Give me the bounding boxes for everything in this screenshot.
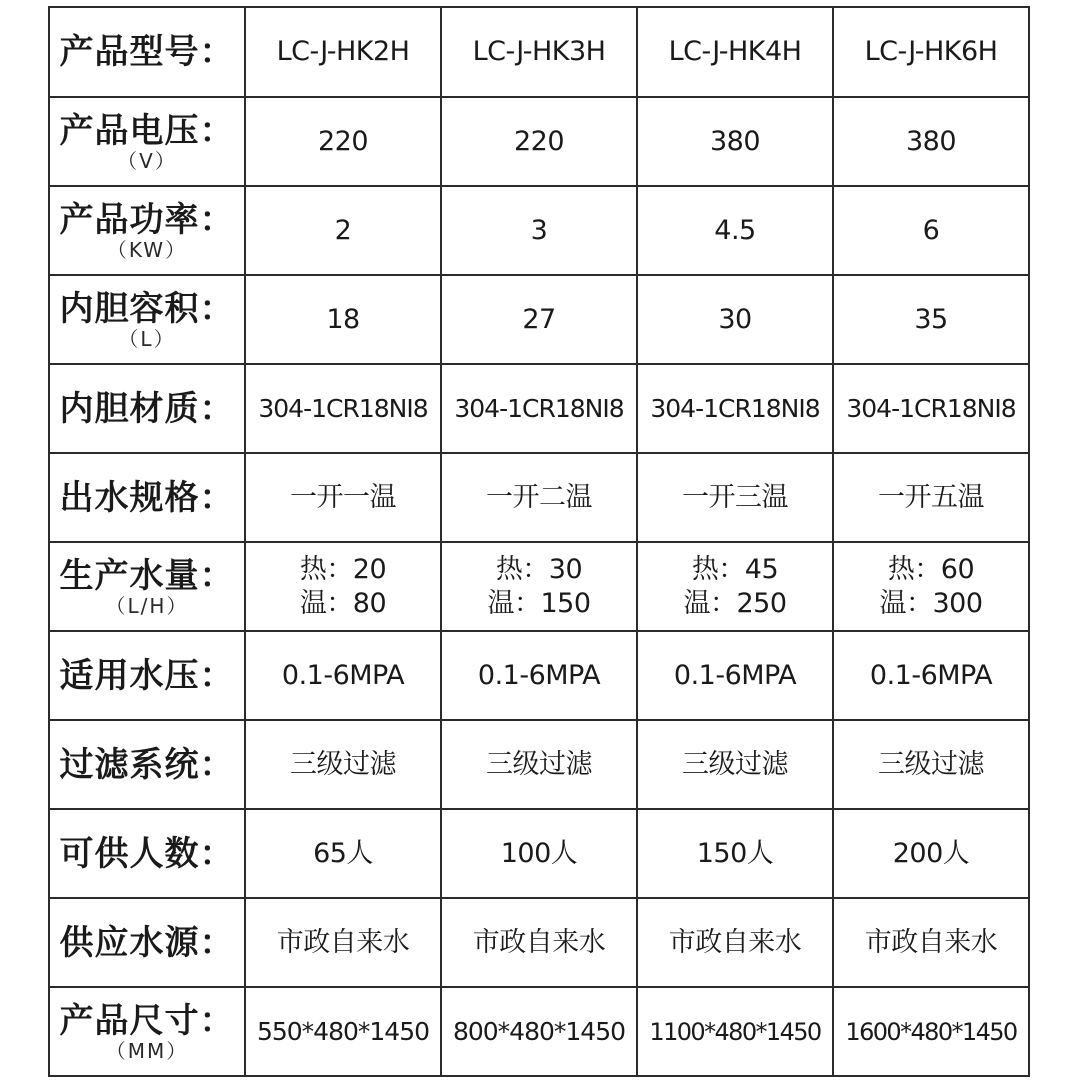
power-value: 6 (922, 214, 940, 246)
size-value: 1600*480*1450 (845, 1017, 1017, 1046)
value-cell (245, 809, 441, 898)
source-value: 市政自来水 (864, 926, 998, 958)
row-label-cell (49, 97, 245, 186)
row-unit: （L/H） (105, 593, 189, 618)
pressure-value: 0.1-6MPA (477, 659, 601, 691)
pressure-value: 0.1-6MPA (673, 659, 797, 691)
spec-table (48, 6, 1030, 1077)
capacity-value: 35 (914, 303, 948, 335)
filter-value: 三级过滤 (682, 748, 788, 780)
value-cell (637, 97, 833, 186)
row-label-cell (49, 542, 245, 631)
row-label: 过滤系统： (59, 744, 235, 785)
row-material (49, 364, 1029, 453)
row-label-cell (49, 898, 245, 987)
row-unit: （L） (118, 326, 176, 351)
row-output (49, 542, 1029, 631)
row-label: 可供人数： (59, 833, 235, 874)
row-label-cell (49, 809, 245, 898)
filter-value: 三级过滤 (486, 748, 592, 780)
voltage-value: 380 (709, 125, 761, 157)
row-voltage (49, 97, 1029, 186)
row-label-cell (49, 364, 245, 453)
outlet-value: 一开一温 (290, 481, 396, 513)
power-value: 2 (334, 214, 352, 246)
size-value: 800*480*1450 (452, 1016, 626, 1046)
row-capacity (49, 275, 1029, 364)
filter-value: 三级过滤 (290, 748, 396, 780)
value-cell (441, 898, 637, 987)
model-value: LC-J-HK2H (276, 36, 410, 67)
outlet-value: 一开二温 (486, 481, 592, 513)
value-cell (441, 7, 637, 97)
value-cell (245, 186, 441, 275)
row-label: 产品尺寸： (59, 1000, 235, 1041)
value-cell (833, 542, 1029, 631)
value-cell (441, 720, 637, 809)
row-power (49, 186, 1029, 275)
material-value: 304-1CR18NI8 (258, 393, 428, 423)
value-cell (441, 275, 637, 364)
value-cell (245, 720, 441, 809)
material-value: 304-1CR18NI8 (846, 393, 1016, 423)
row-people (49, 809, 1029, 898)
value-cell (245, 7, 441, 97)
value-cell (637, 453, 833, 542)
value-cell (637, 898, 833, 987)
value-cell (637, 7, 833, 97)
row-label: 出水规格： (59, 477, 235, 518)
value-cell (637, 542, 833, 631)
power-value: 4.5 (714, 214, 756, 246)
row-label: 适用水压： (59, 655, 235, 696)
value-cell (245, 453, 441, 542)
pressure-value: 0.1-6MPA (869, 659, 993, 691)
people-value: 65人 (313, 837, 373, 869)
value-cell (245, 364, 441, 453)
hot-output-value: 热：45 (691, 553, 779, 585)
hot-output-value: 热：20 (299, 553, 387, 585)
source-value: 市政自来水 (472, 926, 606, 958)
value-cell (833, 987, 1029, 1076)
value-cell (637, 186, 833, 275)
voltage-value: 220 (513, 125, 565, 157)
row-outlet (49, 453, 1029, 542)
value-cell (441, 97, 637, 186)
row-unit: （V） (117, 148, 177, 173)
people-value: 150人 (696, 837, 774, 869)
row-label: 内胆材质： (59, 388, 235, 429)
outlet-value: 一开三温 (682, 481, 788, 513)
row-label-cell (49, 275, 245, 364)
filter-value: 三级过滤 (878, 748, 984, 780)
row-label-cell (49, 720, 245, 809)
value-cell (441, 186, 637, 275)
value-cell (441, 987, 637, 1076)
value-cell (637, 364, 833, 453)
source-value: 市政自来水 (668, 926, 802, 958)
capacity-value: 30 (718, 303, 752, 335)
value-cell (245, 542, 441, 631)
row-unit: （MM） (105, 1038, 189, 1063)
value-cell (637, 631, 833, 720)
outlet-value: 一开五温 (878, 481, 984, 513)
warm-output-value: 温：80 (299, 587, 387, 619)
value-cell (441, 542, 637, 631)
row-label: 内胆容积： (59, 288, 235, 329)
row-size (49, 987, 1029, 1076)
row-label-cell (49, 186, 245, 275)
row-model (49, 7, 1029, 97)
warm-output-value: 温：150 (487, 587, 591, 619)
row-filter (49, 720, 1029, 809)
people-value: 100人 (500, 837, 578, 869)
row-label-cell (49, 987, 245, 1076)
value-cell (441, 364, 637, 453)
hot-output-value: 热：60 (887, 553, 975, 585)
row-label: 产品型号： (59, 32, 235, 72)
row-label: 供应水源： (59, 922, 235, 963)
source-value: 市政自来水 (276, 926, 410, 958)
power-value: 3 (530, 214, 548, 246)
value-cell (833, 631, 1029, 720)
value-cell (833, 275, 1029, 364)
row-label: 产品功率： (59, 199, 235, 240)
row-label-cell (49, 453, 245, 542)
value-cell (833, 364, 1029, 453)
value-cell (441, 631, 637, 720)
pressure-value: 0.1-6MPA (281, 659, 405, 691)
value-cell (441, 809, 637, 898)
material-value: 304-1CR18NI8 (454, 393, 624, 423)
people-value: 200人 (892, 837, 970, 869)
value-cell (245, 898, 441, 987)
voltage-value: 380 (905, 125, 957, 157)
warm-output-value: 温：250 (683, 587, 787, 619)
value-cell (833, 97, 1029, 186)
model-value: LC-J-HK3H (472, 36, 606, 67)
value-cell (833, 720, 1029, 809)
value-cell (245, 987, 441, 1076)
value-cell (637, 275, 833, 364)
material-value: 304-1CR18NI8 (650, 393, 820, 423)
value-cell (833, 809, 1029, 898)
row-label-cell (49, 631, 245, 720)
value-cell (637, 720, 833, 809)
value-cell (245, 275, 441, 364)
value-cell (245, 631, 441, 720)
capacity-value: 18 (326, 303, 360, 335)
row-source (49, 898, 1029, 987)
size-value: 1100*480*1450 (649, 1017, 821, 1046)
row-label-cell (49, 7, 245, 97)
size-value: 550*480*1450 (256, 1016, 430, 1046)
row-label: 生产水量： (59, 555, 235, 596)
warm-output-value: 温：300 (879, 587, 983, 619)
model-value: LC-J-HK4H (668, 36, 802, 67)
value-cell (637, 987, 833, 1076)
row-label: 产品电压： (59, 110, 235, 151)
value-cell (441, 453, 637, 542)
value-cell (833, 898, 1029, 987)
voltage-value: 220 (317, 125, 369, 157)
model-value: LC-J-HK6H (864, 36, 998, 67)
hot-output-value: 热：30 (495, 553, 583, 585)
row-unit: （KW） (106, 237, 188, 262)
value-cell (833, 7, 1029, 97)
capacity-value: 27 (522, 303, 556, 335)
value-cell (637, 809, 833, 898)
value-cell (833, 453, 1029, 542)
value-cell (833, 186, 1029, 275)
row-pressure (49, 631, 1029, 720)
value-cell (245, 97, 441, 186)
